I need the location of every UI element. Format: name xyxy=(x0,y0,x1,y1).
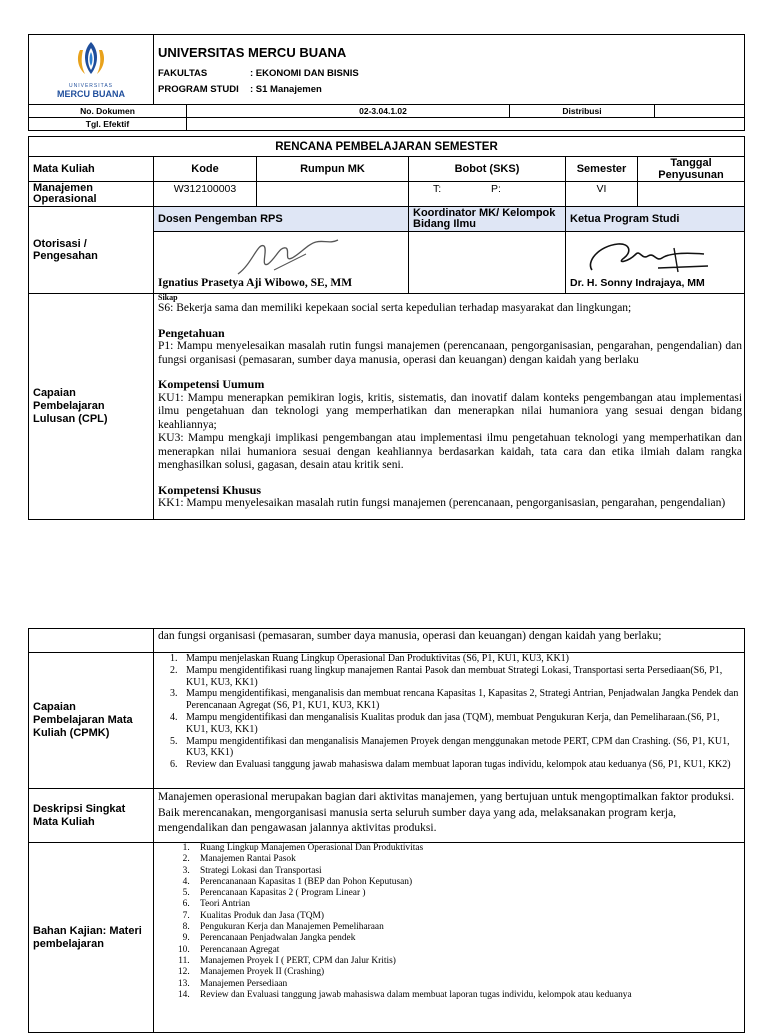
page-2 xyxy=(28,628,744,1033)
material-item: 12. Manajemen Proyek II (Crashing) xyxy=(192,967,740,978)
cpl-label: Capaian Pembelajaran Lulusan (CPL) xyxy=(29,294,154,520)
course-credit xyxy=(409,182,566,207)
rps-table xyxy=(28,136,745,520)
materials-label: Bahan Kajian: Materi pembelajaran xyxy=(29,843,154,1033)
doc-no-value: 02-3.04.1.02 xyxy=(187,105,510,118)
header-table xyxy=(28,34,745,131)
description-label: Deskripsi Singkat Mata Kuliah xyxy=(29,789,154,843)
head-header: Ketua Program Studi xyxy=(566,207,745,232)
material-item: 4. Perencananaan Kapasitas 1 (BEP dan Pohon Keputusan) xyxy=(192,877,740,888)
col-code: Kode xyxy=(154,157,257,182)
continuation-table xyxy=(28,628,745,1033)
cpl-kk1-cont: dan fungsi organisasi (pemasaran, sumber daya manusia, operasi dan keuangan) dengan kaidah yang berlaku; xyxy=(154,629,745,653)
course-name: Manajemen Operasional xyxy=(29,182,154,207)
credit-t: T: xyxy=(433,183,442,195)
material-item: 2. Manajemen Rantai Pasok xyxy=(192,854,740,865)
effective-value xyxy=(187,118,745,131)
developer-name: Ignatius Prasetya Aji Wibowo, SE, MM xyxy=(158,277,353,289)
distribution-value xyxy=(655,105,745,118)
head-signature-cell xyxy=(566,232,745,294)
distribution-label: Distribusi xyxy=(510,105,655,118)
cpmk-list xyxy=(158,653,740,771)
developer-signature-icon xyxy=(234,234,344,282)
university-logo-icon xyxy=(71,40,111,78)
material-item: 14. Review dan Evaluasi tanggung jawab mahasiswa dalam membuat laporan tugas individu, kelompok atau keduanya xyxy=(192,990,740,1001)
col-date: Tanggal Penyusunan xyxy=(638,157,745,182)
logo-cell xyxy=(29,35,154,105)
continuation-label xyxy=(29,629,154,653)
materials-content xyxy=(154,843,745,1033)
course-semester: VI xyxy=(566,182,638,207)
cpmk-item: 5. Mampu mengidentifikasi dan menganalisis Manajemen Proyek dengan menggunakan metode PERT, CPM dan Crashing. (S6, P1, KU1, KU3, KK1) xyxy=(180,736,740,760)
faculty-label: FAKULTAS xyxy=(158,68,208,79)
cpl-s6: S6: Bekerja sama dan memiliki kepekaan social serta kepedulian terhadap masyarakat dan lingkungan; xyxy=(158,302,632,314)
material-item: 7. Kualitas Produk dan Jasa (TQM) xyxy=(192,911,740,922)
material-item: 9. Perencanaan Penjadwalan Jangka pendek xyxy=(192,933,740,944)
developer-header: Dosen Pengemban RPS xyxy=(154,207,409,232)
description-text: Manajemen operasional merupakan bagian dari aktivitas manajemen, yang bertujuan untuk mengoptimalkan faktor produksi. Baik merencanakan, mengorganisasi manusia serta seluruh sumber daya yang ada, melaksanakan program kerja, mengendalikan dan pengawasan jalannya aktivitas produksi. xyxy=(154,789,745,843)
credit-p: P: xyxy=(491,183,501,195)
col-course: Mata Kuliah xyxy=(29,157,154,182)
cpmk-item: 2. Mampu mengidentifikasi ruang lingkup manajemen Rantai Pasok dan membuat Strategi Lokasi, Transportasi serta Persediaan(S6, P1, KU1, KU3, KK1) xyxy=(180,665,740,689)
cpmk-item: 6. Review dan Evaluasi tanggung jawab mahasiswa dalam membuat laporan tugas individu, kelompok atau keduanya (S6, P1, KU1, KK2) xyxy=(180,759,740,771)
logo-caption-top: UNIVERSITAS xyxy=(69,83,113,89)
authorization-label: Otorisasi / Pengesahan xyxy=(29,207,154,294)
material-item: 10. Perencanaan Agregat xyxy=(192,945,740,956)
cpmk-item: 3. Mampu mengidentifikasi, menganalisis dan membuat rencana Kapasitas 1, Kapasitas 2, Strategi Antrian, Penjadwalan Jangka Pendek dan Perencanaan Agregat (S6, P1, KU1, KU3, KK1) xyxy=(180,688,740,712)
material-item: 8. Pengukuran Kerja dan Manajemen Pemeliharaan xyxy=(192,922,740,933)
materials-list xyxy=(158,843,740,1001)
col-credit: Bobot (SKS) xyxy=(409,157,566,182)
head-signature-icon xyxy=(584,238,714,278)
doc-no-label: No. Dokumen xyxy=(29,105,187,118)
page-1 xyxy=(28,34,744,520)
cpmk-content xyxy=(154,653,745,789)
material-item: 5. Perencanaan Kapasitas 2 ( Program Linear ) xyxy=(192,888,740,899)
cpmk-item: 1. Mampu menjelaskan Ruang Lingkup Operasional Dan Produktivitas (S6, P1, KU1, KU3, KK1) xyxy=(180,653,740,665)
faculty-value: : EKONOMI DAN BISNIS xyxy=(250,68,359,79)
logo-caption-bottom: MERCU BUANA xyxy=(57,89,125,99)
course-code: W312100003 xyxy=(154,182,257,207)
program-value: : S1 Manajemen xyxy=(250,84,322,95)
program-label: PROGRAM STUDI xyxy=(158,84,239,95)
cpl-kk1-start: KK1: Mampu menyelesaikan masalah rutin fungsi manajemen (perencanaan, pengorganisasian, pengarahan, pengendalian) xyxy=(158,497,726,509)
cpl-ku1: KU1: Mampu menerapkan pemikiran logis, kritis, sistematis, dan inovatif dalam konteks pengembangan atau implementasi ilmu pengetahuan dan teknologi yang memperhatikan dan menerapkan nilai humaniora yang sesuai dengan bidang keahliannya; xyxy=(158,391,743,431)
cpl-kk-heading: Kompetensi Khusus xyxy=(158,482,262,497)
rps-title: RENCANA PEMBELAJARAN SEMESTER xyxy=(29,137,745,157)
effective-label: Tgl. Efektif xyxy=(29,118,187,131)
col-semester: Semester xyxy=(566,157,638,182)
material-item: 6. Teori Antrian xyxy=(192,899,740,910)
developer-signature-cell xyxy=(154,232,409,294)
material-item: 1. Ruang Lingkup Manajemen Operasional Dan Produktivitas xyxy=(192,843,740,854)
course-group xyxy=(257,182,409,207)
cpl-content xyxy=(154,294,745,520)
cpl-p1: P1: Mampu menyelesaikan masalah rutin fungsi manajemen (perencanaan, pengorganisasian, pengarahan, pengendalian) dan fungsi organisasi (pemasaran, sumber daya manusia, operasi dan keuangan) dengan kaidah yang berlaku xyxy=(158,340,743,366)
course-date xyxy=(638,182,745,207)
coordinator-signature-cell xyxy=(409,232,566,294)
material-item: 3. Strategi Lokasi dan Transportasi xyxy=(192,866,740,877)
header-info xyxy=(154,35,745,105)
material-item: 11. Manajemen Proyek I ( PERT, CPM dan Jalur Kritis) xyxy=(192,956,740,967)
cpl-pengetahuan-heading: Pengetahuan xyxy=(158,325,225,340)
col-group: Rumpun MK xyxy=(257,157,409,182)
cpl-ku3: KU3: Mampu mengkaji implikasi pengembangan atau implementasi ilmu pengetahuan teknologi yang memperhatikan dan menerapkan nilai humaniora sesuai dengan keahliannya berdasarkan kaidah, tata cara dan etika ilmiah dalam rangka menghasilkan solusi, gagasan, desain atau kritik seni. xyxy=(158,432,743,471)
cpmk-label: Capaian Pembelajaran Mata Kuliah (CPMK) xyxy=(29,653,154,789)
cpmk-item: 4. Mampu mengidentifikasi dan menganalisis Kualitas produk dan jasa (TQM), membuat Pengukuran Kerja, dan Pemeliharaan.(S6, P1, KU1, KU3, KK1) xyxy=(180,712,740,736)
head-name: Dr. H. Sonny Indrajaya, MM xyxy=(570,277,705,289)
cpl-ku-heading: Kompetensi Uumum xyxy=(158,377,265,391)
coordinator-header: Koordinator MK/ Kelompok Bidang Ilmu xyxy=(409,207,566,232)
material-item: 13. Manajemen Persediaan xyxy=(192,979,740,990)
university-name: UNIVERSITAS MERCU BUANA xyxy=(158,45,347,60)
cpl-sikap-heading: Sikap xyxy=(158,293,178,302)
